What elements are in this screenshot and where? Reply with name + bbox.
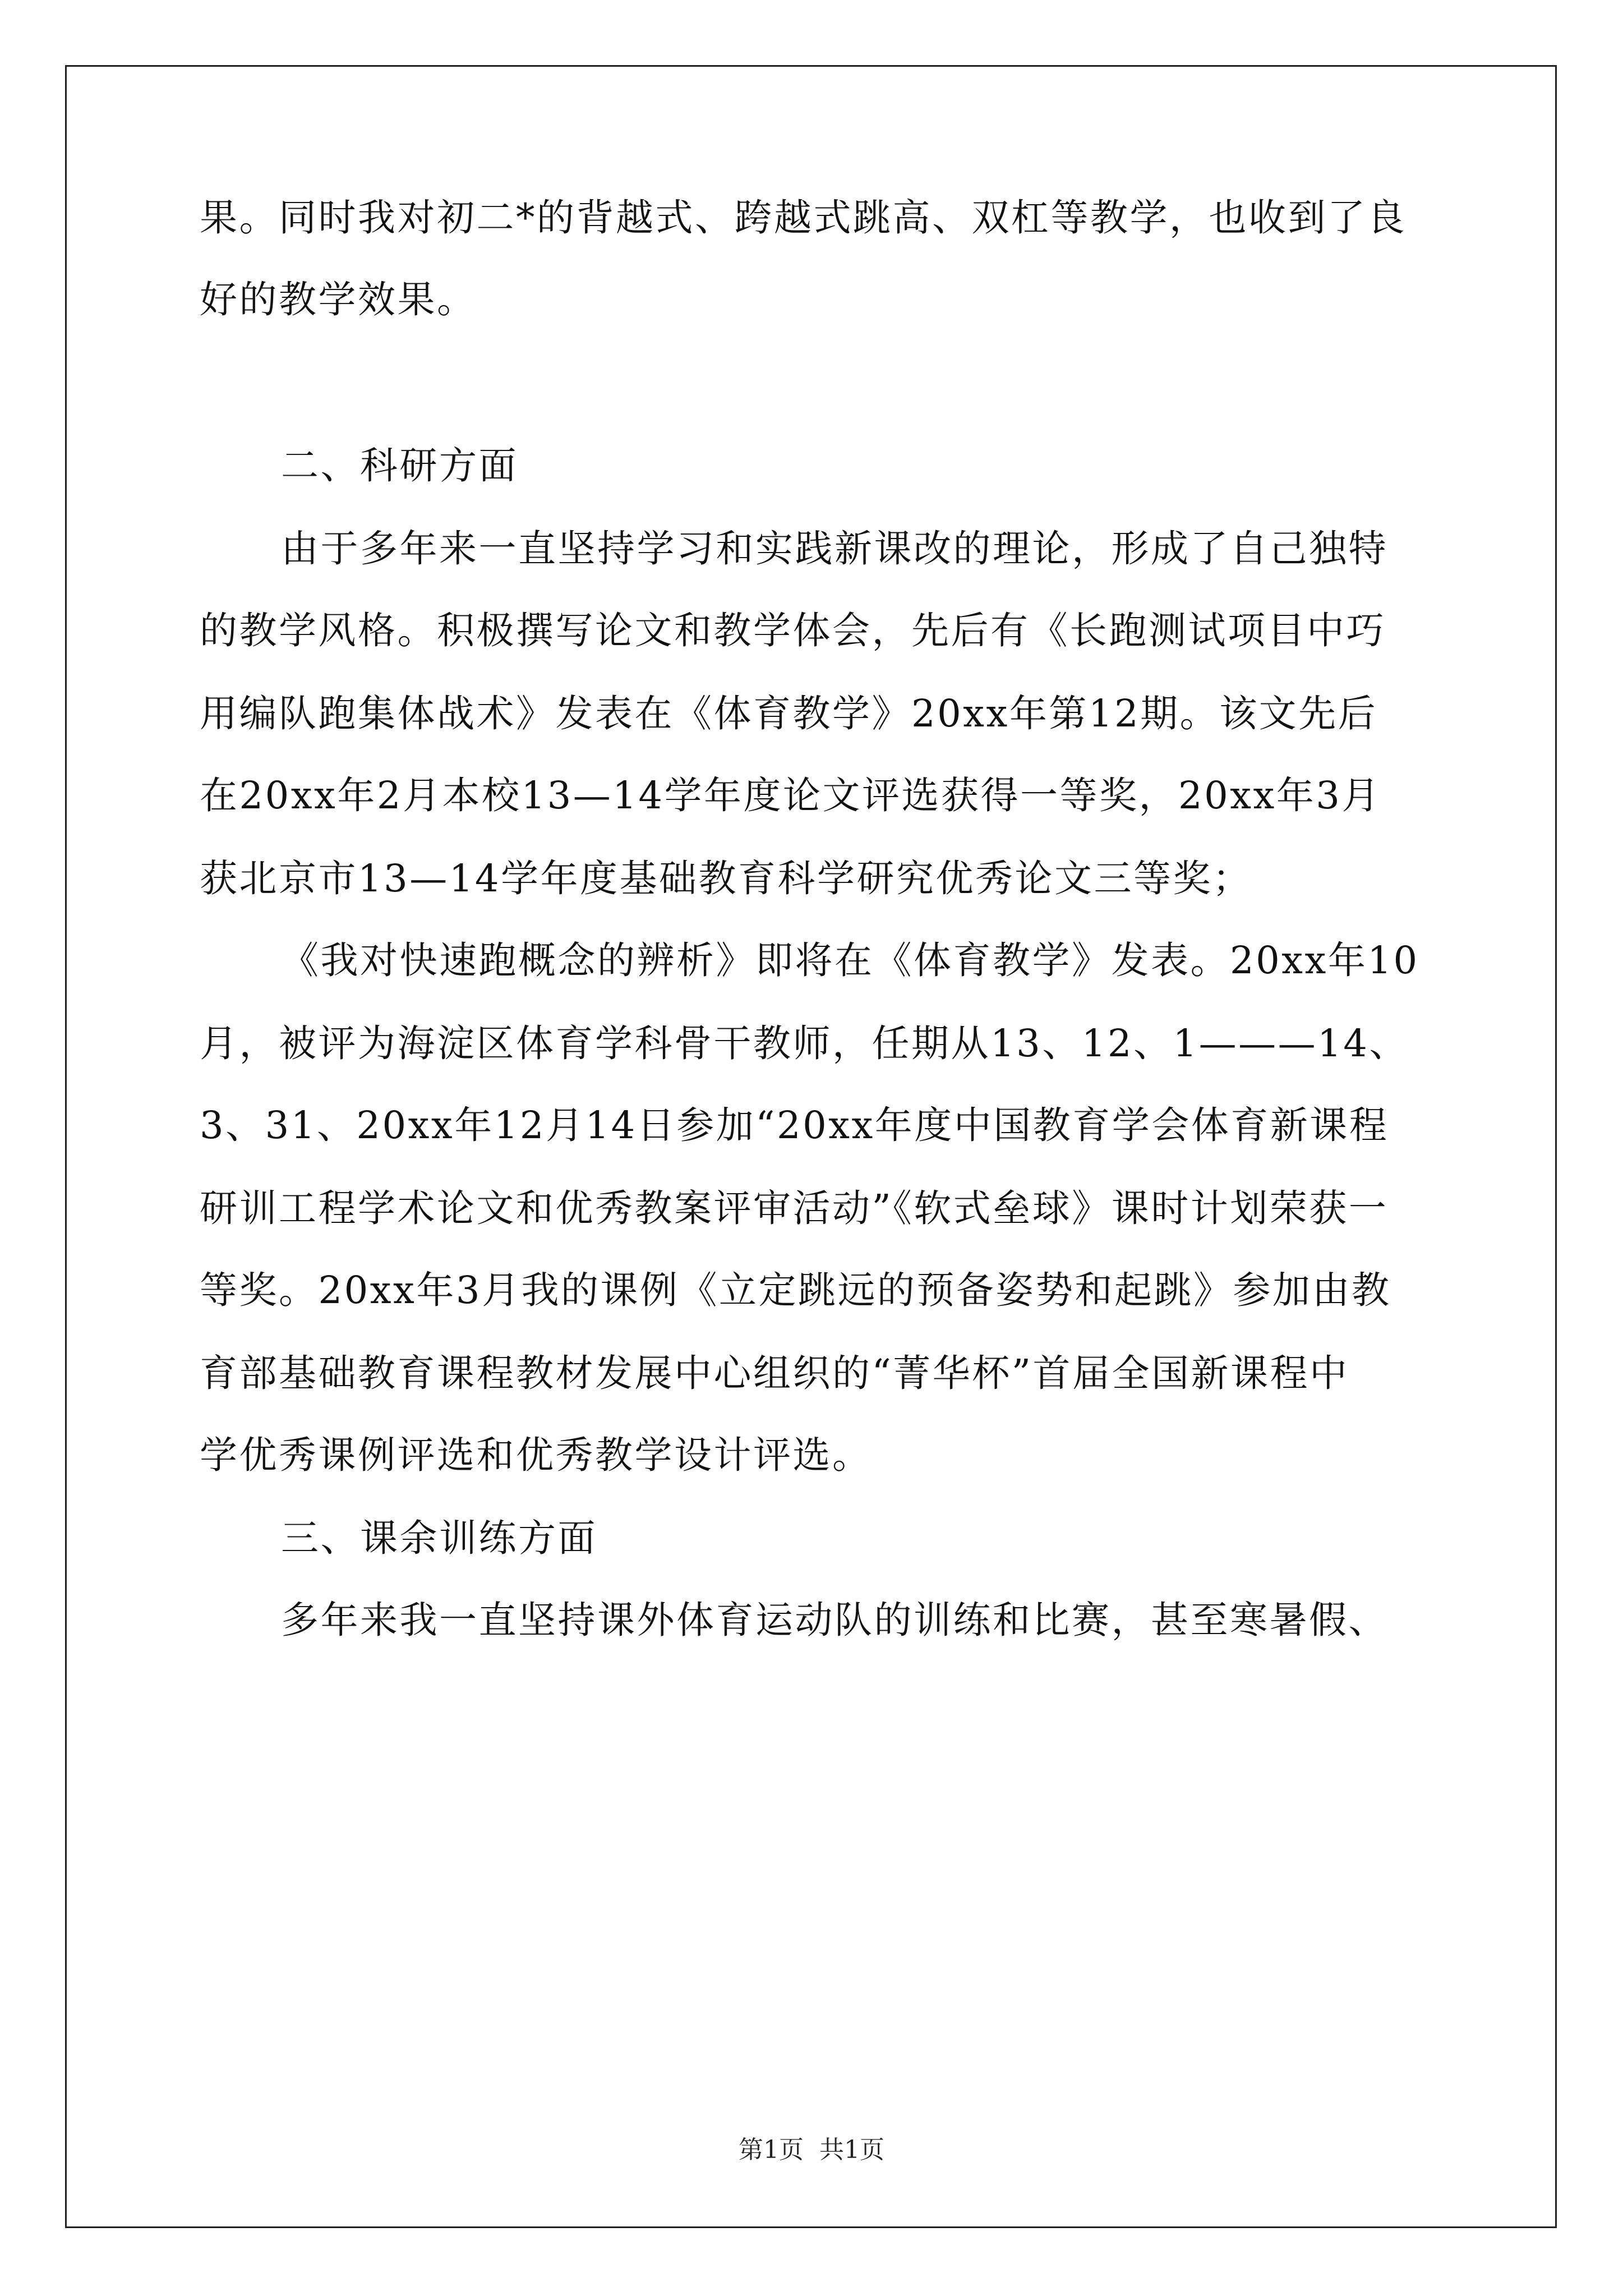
body-line: 等奖。20xx年3月我的课例《立定跳远的预备姿势和起跳》参加由教: [200, 1268, 1391, 1312]
body-line: 在20xx年2月本校13—14学年度论文评选获得一等奖，20xx年3月: [200, 774, 1381, 817]
body-line: 果。同时我对初二*的背越式、跨越式跳高、双杠等教学，也收到了良: [200, 196, 1407, 240]
body-line: 用编队跑集体战术》发表在《体育教学》20xx年第12期。该文先后: [200, 692, 1378, 735]
body-line: 3、31、20xx年12月14日参加“20xx年度中国教育学会体育新课程: [200, 1103, 1389, 1147]
body-line: 多年来我一直坚持课外体育运动队的训练和比赛，甚至寒暑假、: [281, 1598, 1388, 1642]
body-line: 学优秀课例评选和优秀教学设计评选。: [200, 1433, 872, 1477]
body-line: 月，被评为海淀区体育学科骨干教师，任期从13、12、1———14、: [200, 1022, 1409, 1065]
body-line: 的教学风格。积极撰写论文和教学体会，先后有《长跑测试项目中巧: [200, 609, 1386, 652]
section-heading-research: 二、科研方面: [281, 444, 518, 487]
body-line: 《我对快速跑概念的辨析》即将在《体育教学》发表。20xx年10: [281, 938, 1419, 982]
body-line: 研训工程学术论文和优秀教案评审活动”《软式垒球》课时计划荣获一: [200, 1186, 1389, 1230]
body-line: 育部基础教育课程教材发展中心组织的“菁华杯”首届全国新课程中: [200, 1351, 1349, 1395]
body-line: 获北京市13—14学年度基础教育科学研究优秀论文三等奖；: [200, 857, 1252, 900]
page-footer: 第1页 共1页: [739, 2136, 884, 2164]
section-heading-training: 三、课余训练方面: [281, 1516, 597, 1560]
body-line: 由于多年来一直坚持学习和实践新课改的理论，形成了自己独特: [281, 527, 1388, 570]
body-line: 好的教学效果。: [200, 278, 477, 321]
